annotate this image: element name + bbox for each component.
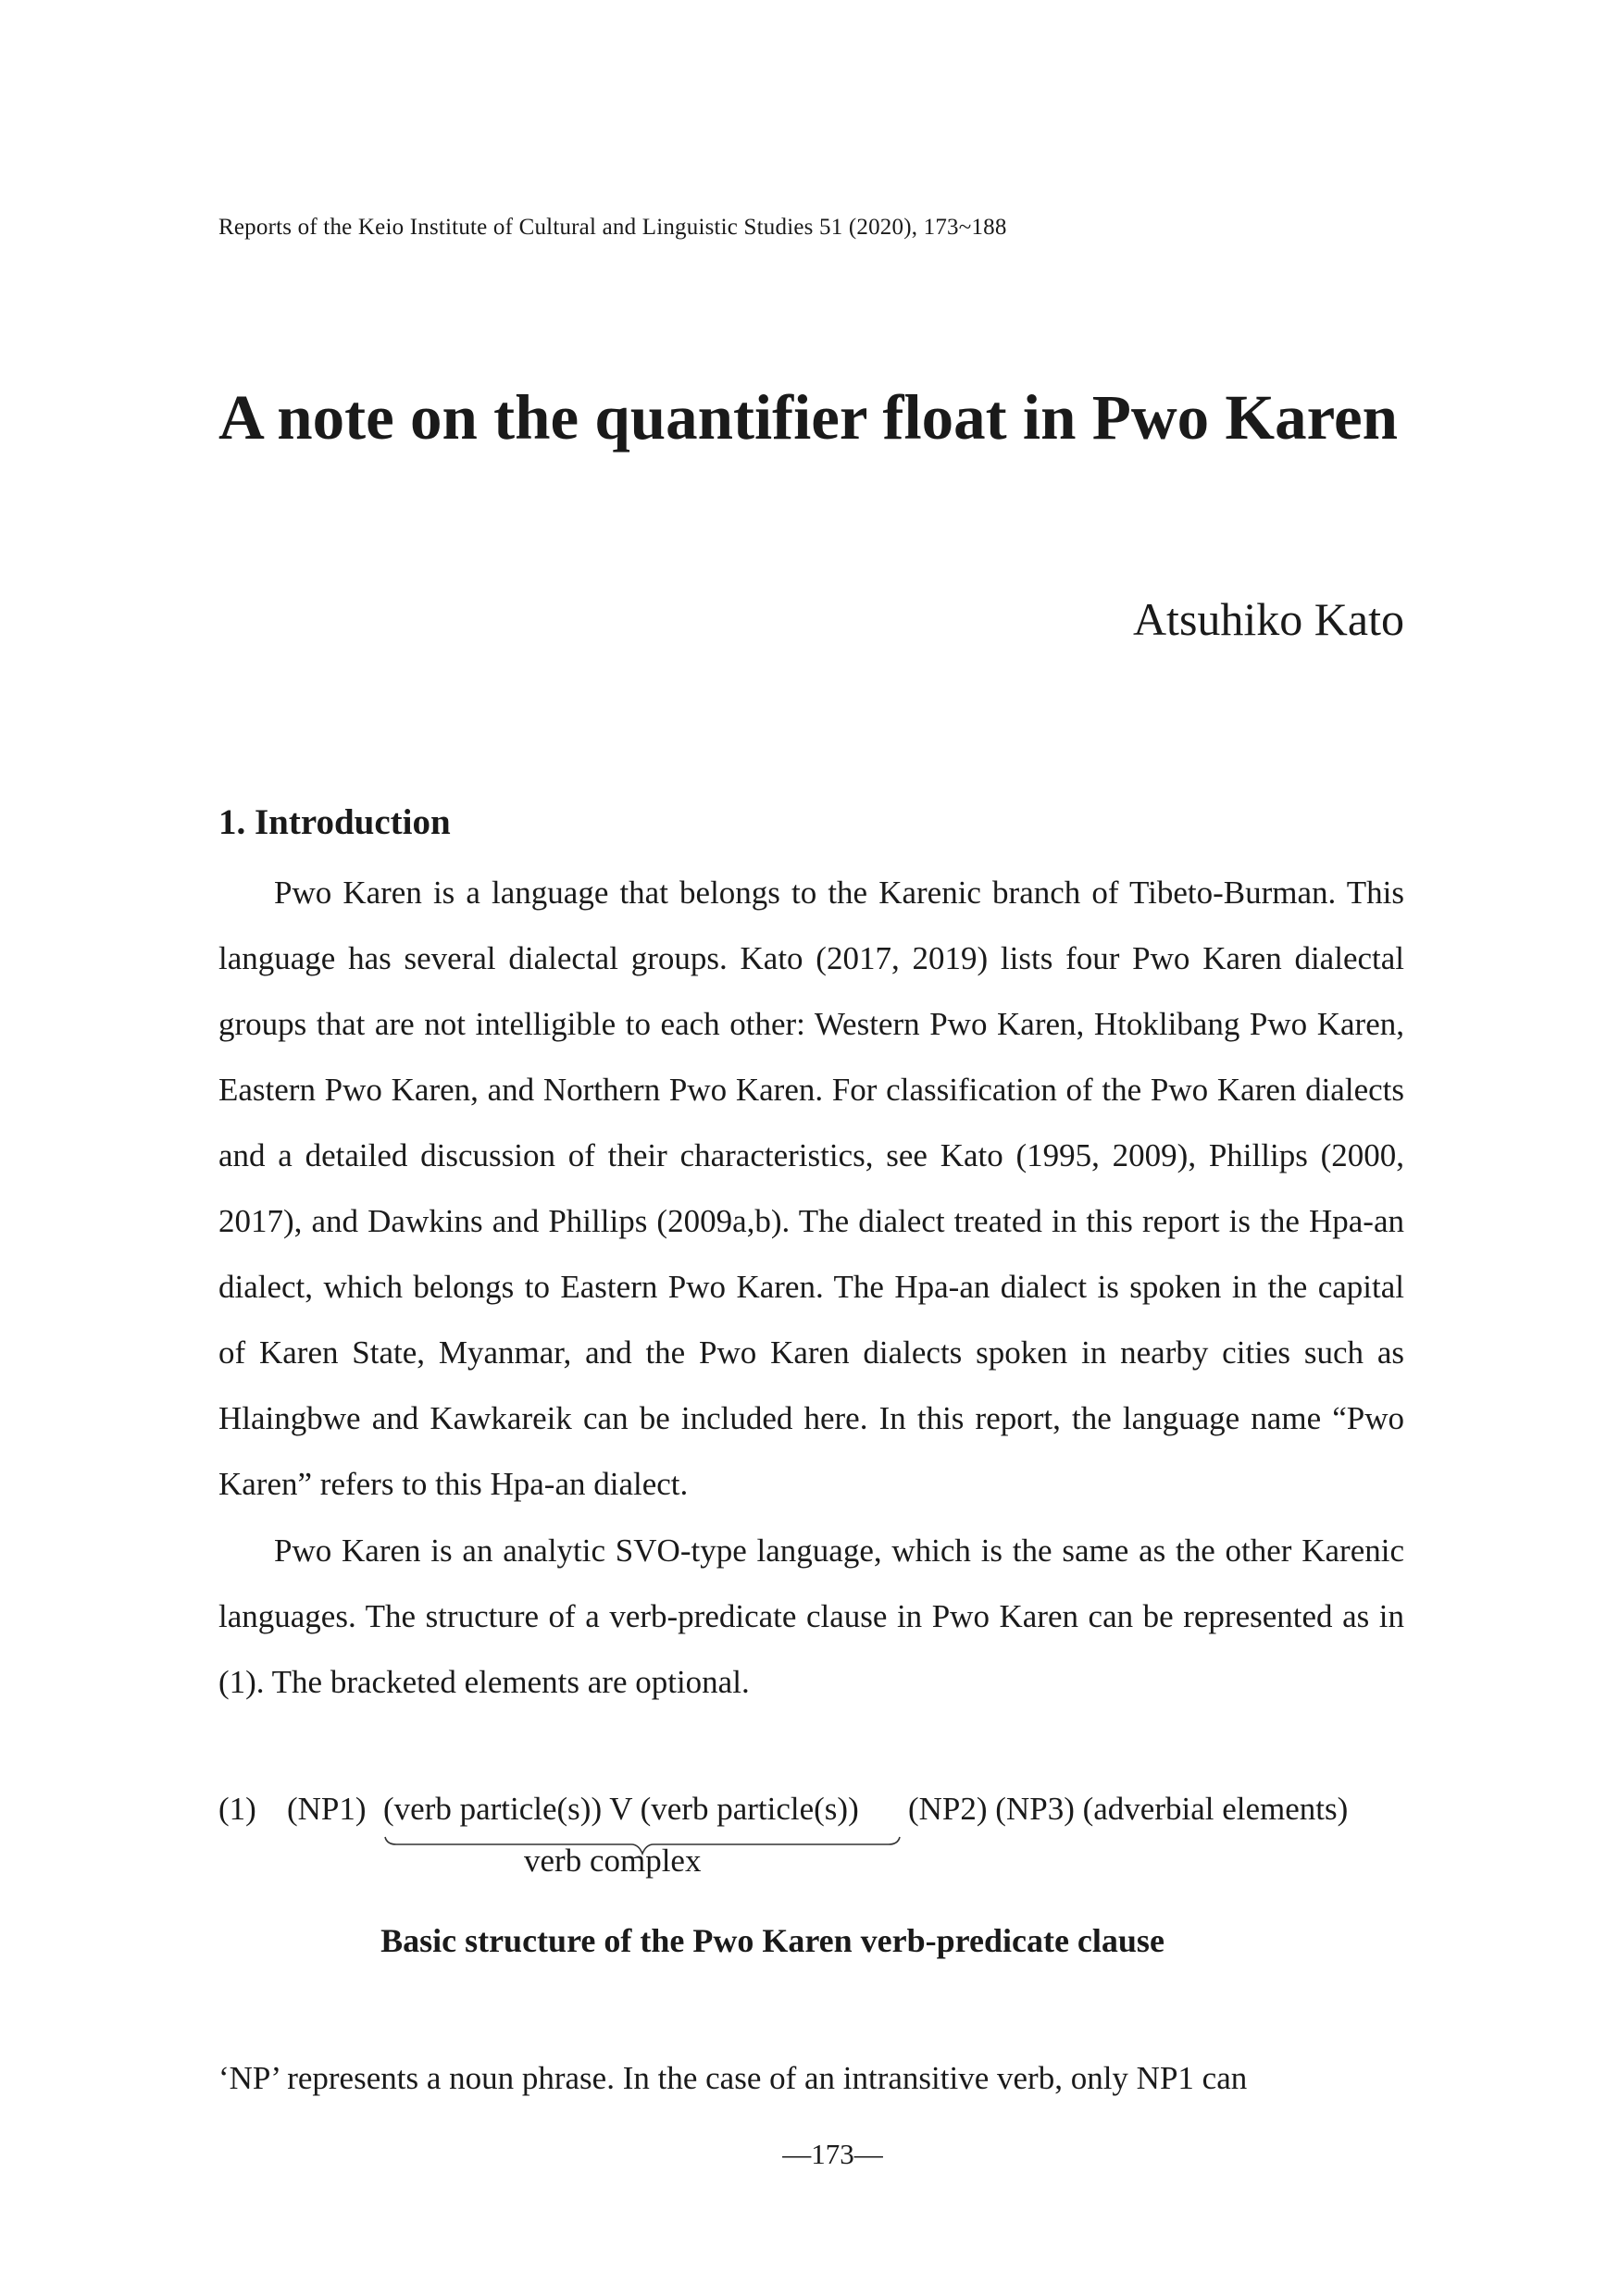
author-name: Atsuhiko Kato [1132, 593, 1404, 645]
verb-complex-label: verb complex [524, 1843, 702, 1879]
example-rest: (NP2) (NP3) (adverbial elements) [908, 1791, 1349, 1827]
section-heading: 1. Introduction [218, 802, 451, 842]
paragraph-1: Pwo Karen is a language that belongs to the Karenic branch of Tibeto-Burman. This language has several dialectal groups. Kato (2017, 2019) lists four Pwo Karen dialectal groups that are not intelligible to each other: Western Pwo Karen, Htoklibang Pwo Karen, Eastern Pwo Karen, and Northern Pwo Karen. For classification of the Pwo Karen dialects and a detailed discussion of their characteristics, see Kato (1995, 2009), Phillips (2000, 2017), and Dawkins and Phillips (2009a,b). The dialect treated in this report is the Hpa-an dialect, which belongs to Eastern Pwo Karen. The Hpa-an dialect is spoken in the capital of Karen State, Myanmar, and the Pwo Karen dialects spoken in nearby cities such as Hlaingbwe and Kawkareik can be included here. In this report, the language name “Pwo Karen” refers to this Hpa-an dialect. [218, 875, 1404, 1502]
example-verb-complex: (verb particle(s)) V (verb particle(s)) [383, 1791, 859, 1827]
paper-title: A note on the quantifier float in Pwo Karen [218, 382, 1398, 453]
paragraph-2: Pwo Karen is an analytic SVO-type language, which is the same as the other Karenic languages. The structure of a verb-predicate clause in Pwo Karen can be represented as in (1). The bracketed elements are optional. [218, 1533, 1404, 1700]
example-np1: (NP1) [287, 1791, 367, 1827]
example-caption: Basic structure of the Pwo Karen verb-predicate clause [380, 1922, 1164, 1959]
page-number: —173— [782, 2138, 883, 2170]
example-1 [218, 1791, 1422, 1902]
example-number: (1) [218, 1791, 256, 1827]
paragraph-3: ‘NP’ represents a noun phrase. In the case of an intransitive verb, only NP1 can [218, 2060, 1248, 2096]
journal-header: Reports of the Keio Institute of Cultural and Linguistic Studies 51 (2020), 173~188 [218, 215, 1007, 240]
